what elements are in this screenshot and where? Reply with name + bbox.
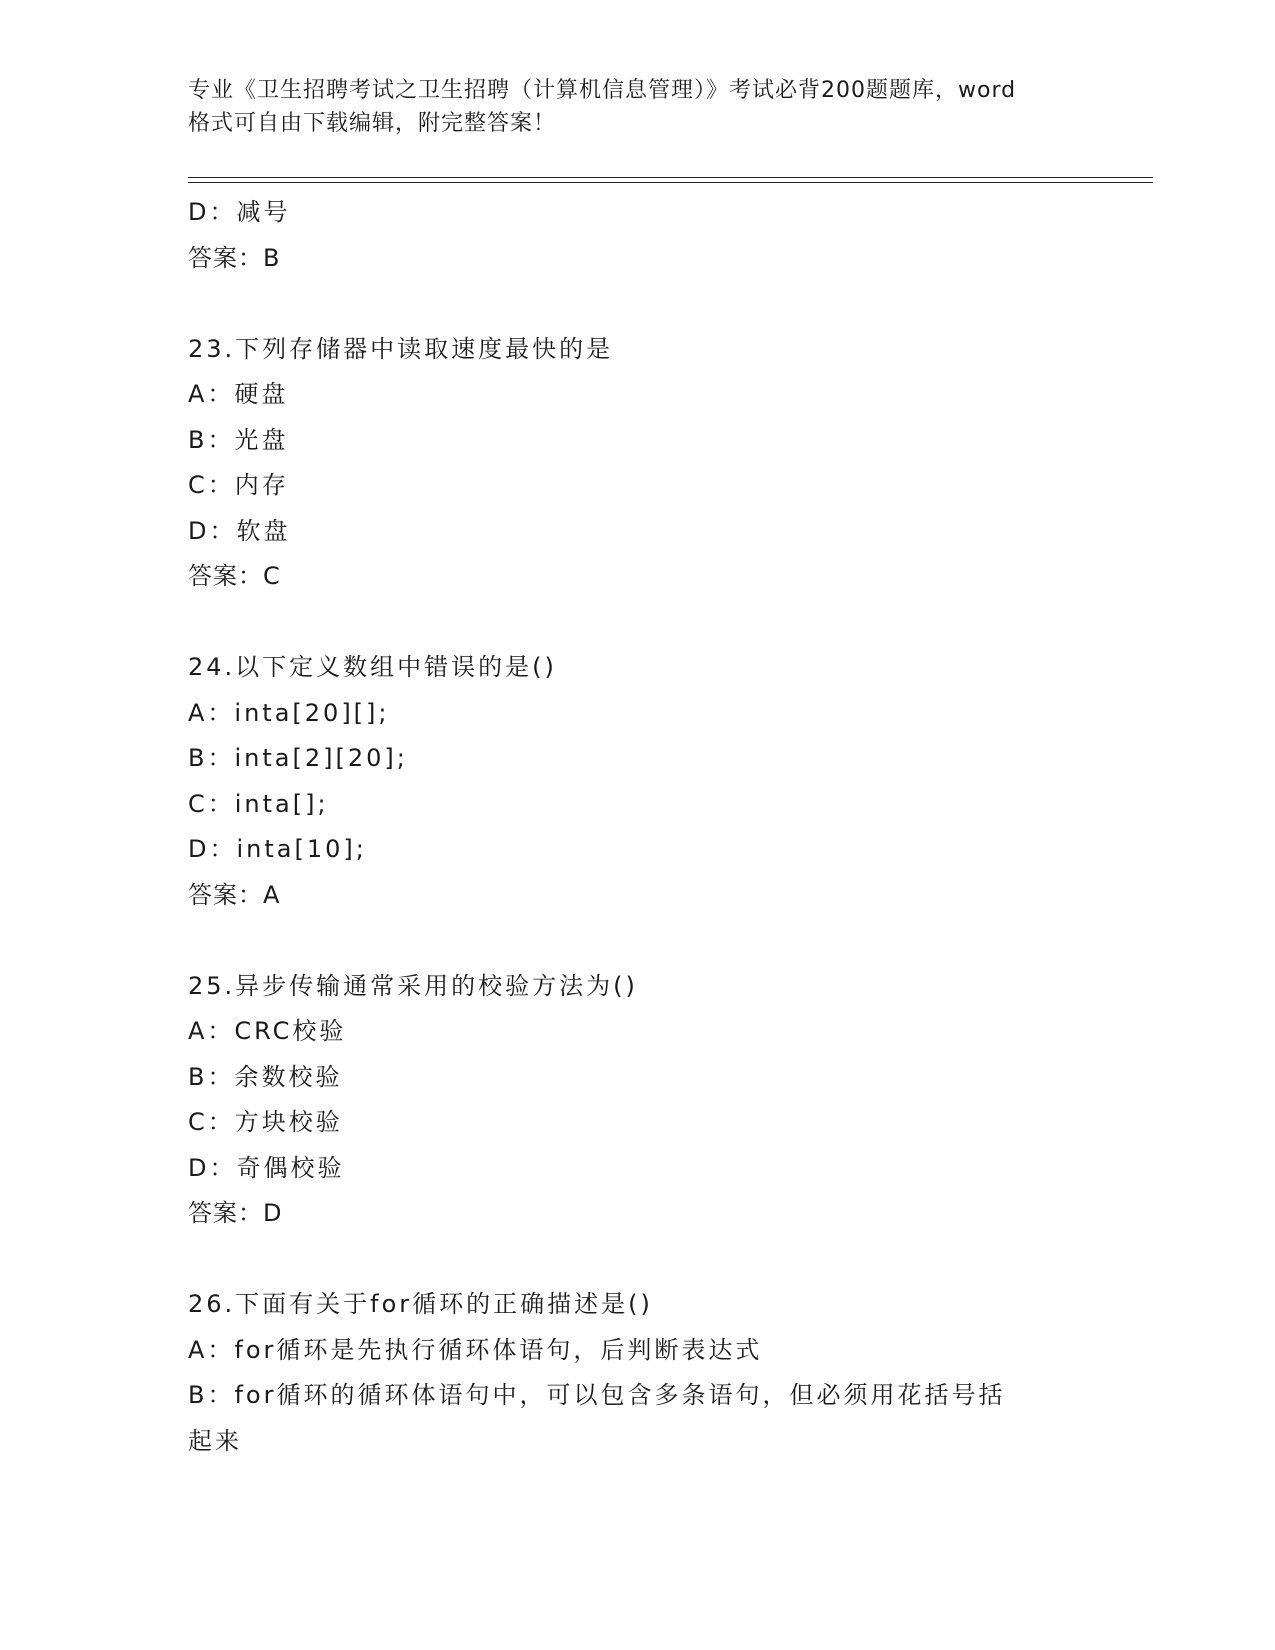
option-b: B：余数校验 (188, 1062, 343, 1091)
option-b: B：for循环的循环体语句中，可以包含多条语句，但必须用花括号括 (188, 1381, 1006, 1409)
option-b-continued: 起来 (188, 1426, 242, 1455)
question-22-tail (188, 190, 1088, 281)
answer-line: 答案：A (188, 880, 281, 909)
question-stem: 25.异步传输通常采用的校验方法为() (188, 971, 638, 1000)
answer-line: 答案：D (188, 1199, 283, 1227)
question-26 (188, 1282, 1088, 1464)
question-23 (188, 327, 1088, 600)
option-c: C：inta[]; (188, 789, 329, 818)
spacer (188, 918, 1088, 964)
spacer (188, 1237, 1088, 1283)
option-d: D：软盘 (188, 516, 291, 545)
header-line-2: 格式可自由下载编辑，附完整答案！ (188, 111, 557, 136)
question-24 (188, 645, 1088, 918)
option-a: A：硬盘 (188, 380, 289, 408)
option-d: D：奇偶校验 (188, 1153, 345, 1182)
option-b: B：光盘 (188, 425, 289, 454)
answer-line: 答案：C (188, 562, 281, 590)
header-divider-top (188, 177, 1153, 178)
spacer (188, 281, 1088, 327)
option-d: D：减号 (188, 198, 291, 226)
question-list (188, 190, 1088, 1464)
option-d: D：inta[10]; (188, 835, 367, 863)
option-c: C：内存 (188, 471, 289, 499)
question-stem: 26.下面有关于for循环的正确描述是() (188, 1290, 653, 1318)
spacer (188, 600, 1088, 646)
option-c: C：方块校验 (188, 1108, 343, 1136)
header-line-1: 专业《卫生招聘考试之卫生招聘（计算机信息管理）》考试必背200题题库，word (188, 78, 1017, 103)
header-divider-bottom (188, 182, 1153, 183)
option-a: A：inta[20][]; (188, 698, 390, 727)
question-25 (188, 964, 1088, 1237)
option-b: B：inta[2][20]; (188, 744, 408, 772)
option-a: A：CRC校验 (188, 1017, 347, 1045)
question-stem: 23.下列存储器中读取速度最快的是 (188, 334, 614, 363)
question-stem: 24.以下定义数组中错误的是() (188, 653, 557, 681)
document-header (188, 74, 1088, 140)
option-a: A：for循环是先执行循环体语句，后判断表达式 (188, 1335, 763, 1364)
answer-line: 答案：B (188, 243, 281, 272)
